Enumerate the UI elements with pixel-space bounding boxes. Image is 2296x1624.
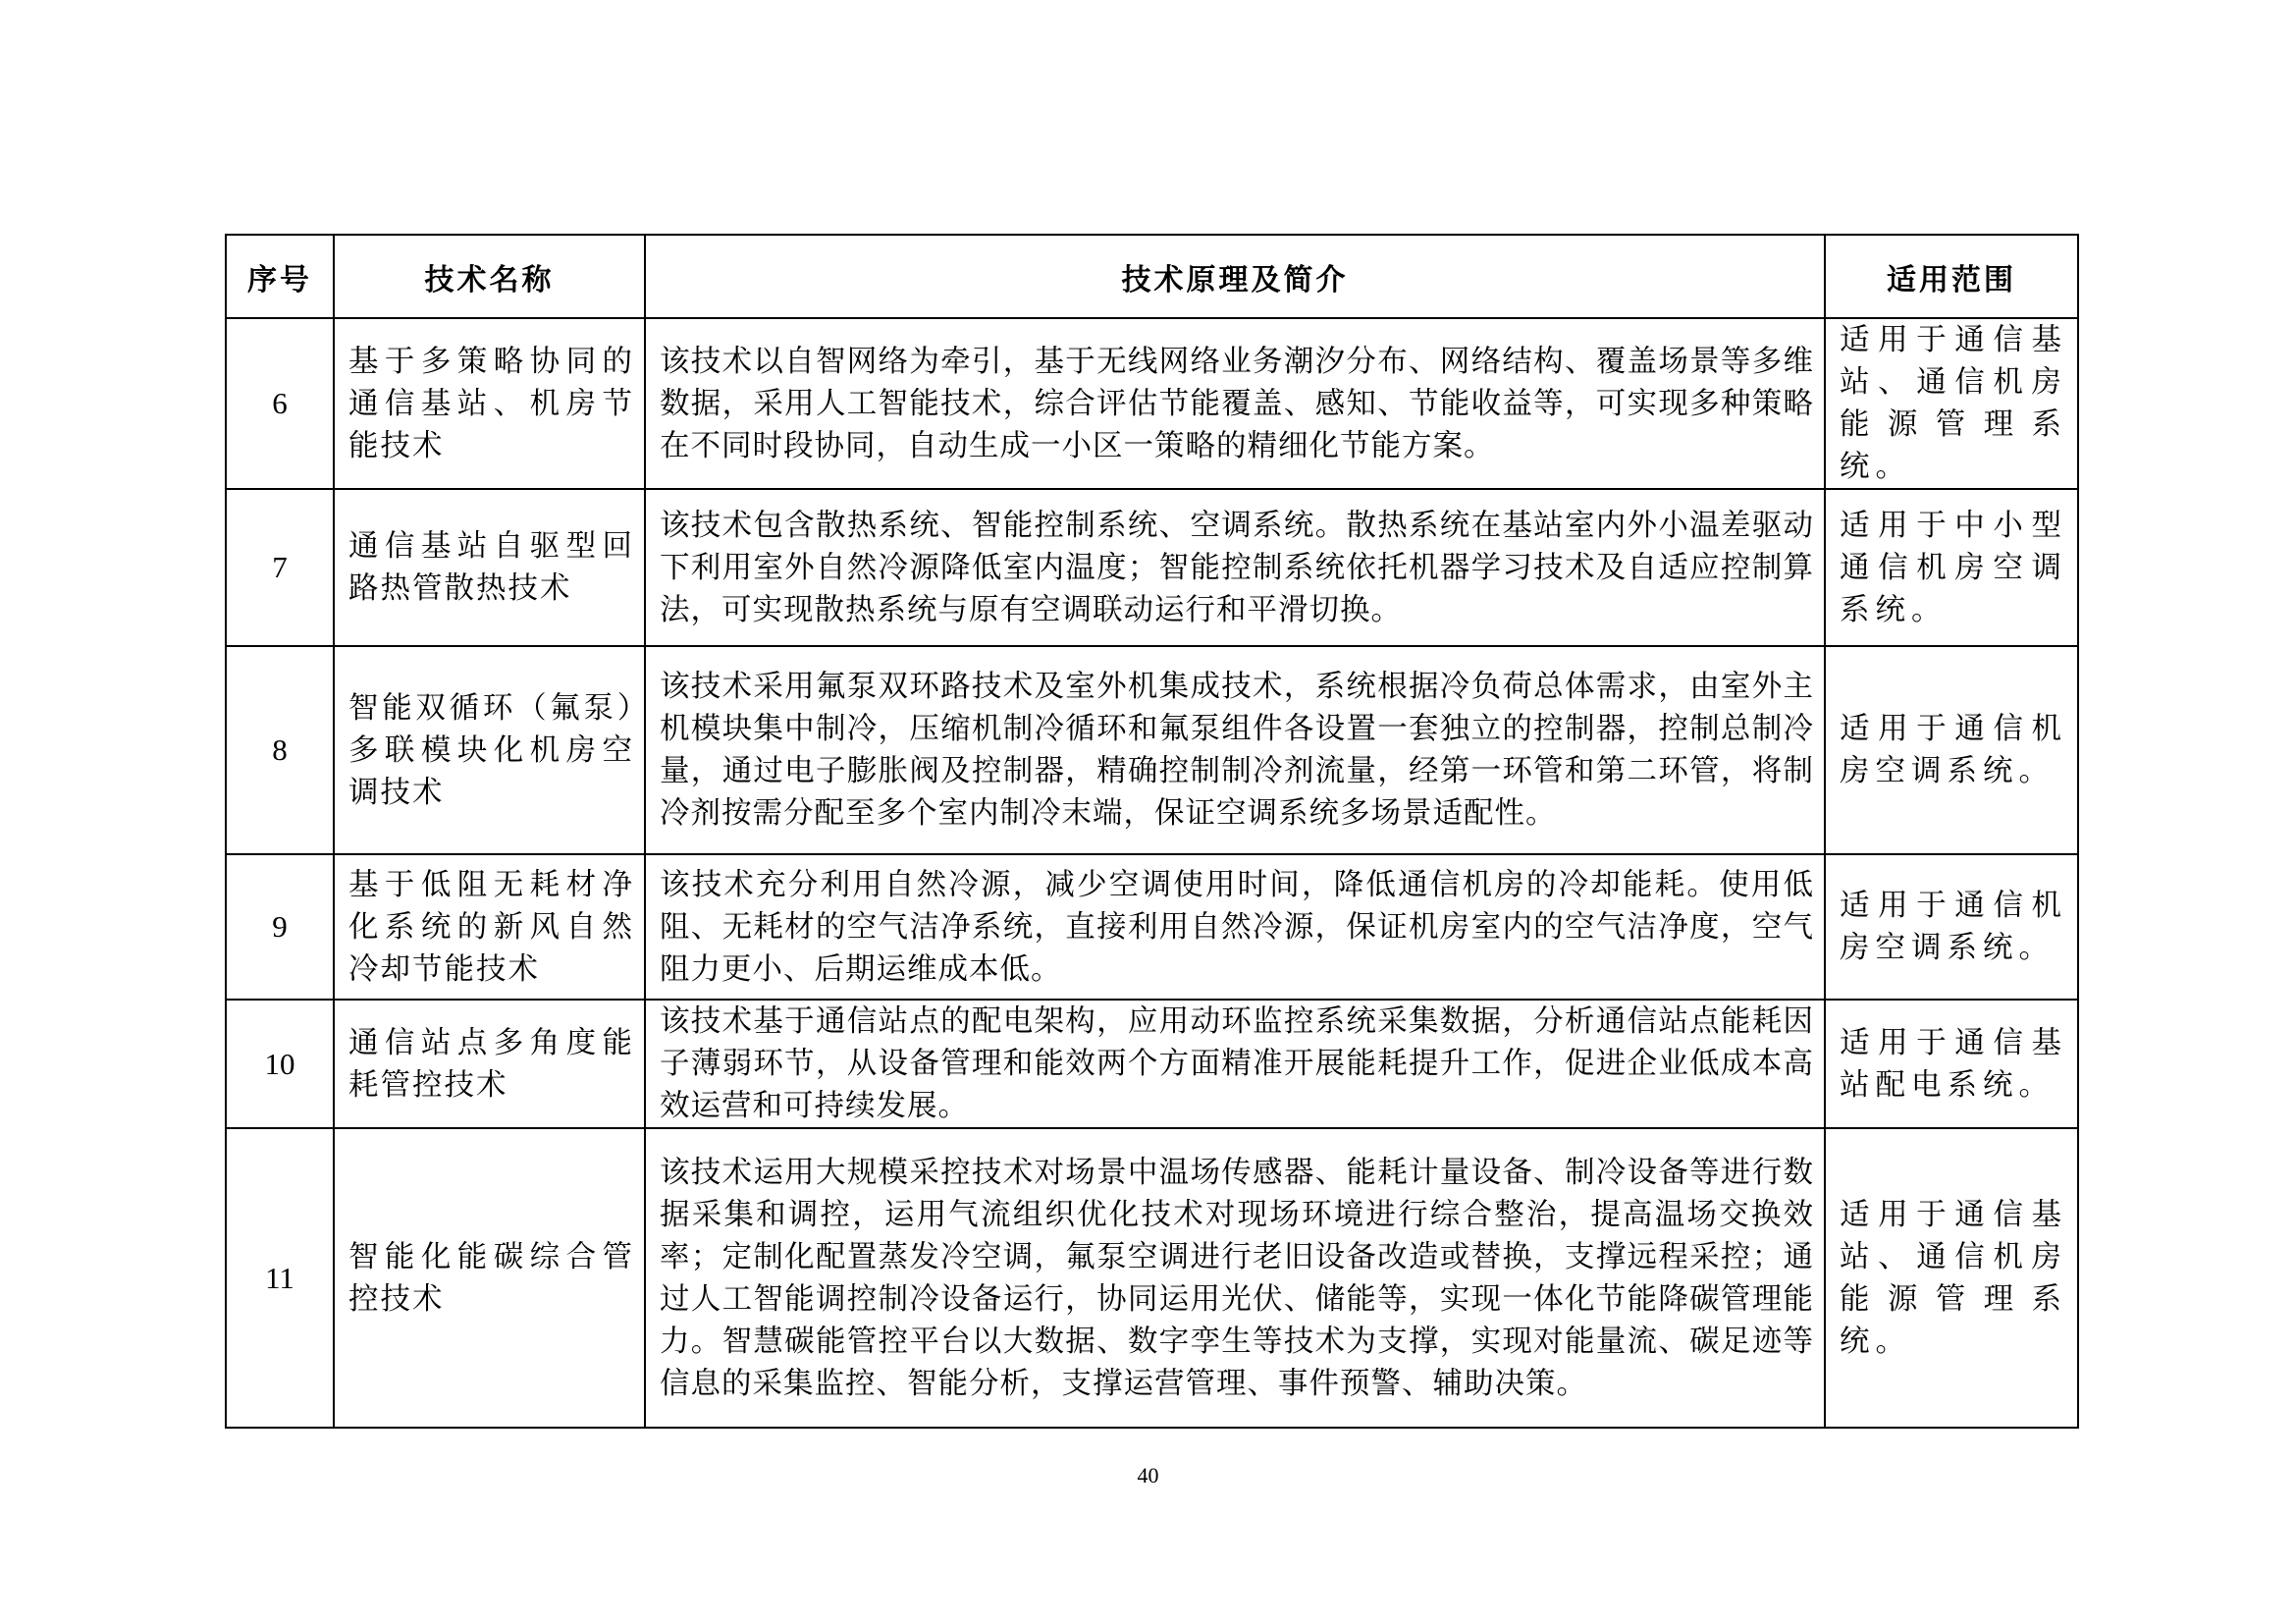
row-number: 9 <box>226 854 334 1000</box>
application-scope: 适用于通信机房空调系统。 <box>1825 854 2078 1000</box>
row-number: 10 <box>226 1000 334 1128</box>
application-scope: 适用于中小型通信机房空调系统。 <box>1825 489 2078 646</box>
row-number: 7 <box>226 489 334 646</box>
technology-name: 通信站点多角度能耗管控技术 <box>334 1000 645 1128</box>
table-row <box>226 1128 2078 1428</box>
application-scope: 适用于通信基站、通信机房能源管理系统。 <box>1825 318 2078 489</box>
technology-name: 智能双循环（氟泵）多联模块化机房空调技术 <box>334 646 645 854</box>
row-number: 11 <box>226 1128 334 1428</box>
technology-description: 该技术运用大规模采控技术对场景中温场传感器、能耗计量设备、制冷设备等进行数据采集和调控，运用气流组织优化技术对现场环境进行综合整治，提高温场交换效率；定制化配置蒸发冷空调，氟泵空调进行老旧设备改造或替换，支撑远程采控；通过人工智能调控制冷设备运行，协同运用光伏、储能等，实现一体化节能降碳管理能力。智慧碳能管控平台以大数据、数字孪生等技术为支撑，实现对能量流、碳足迹等信息的采集监控、智能分析，支撑运营管理、事件预警、辅助决策。 <box>645 1128 1825 1428</box>
technology-name: 通信基站自驱型回路热管散热技术 <box>334 489 645 646</box>
header-description: 技术原理及简介 <box>645 235 1825 318</box>
header-name: 技术名称 <box>334 235 645 318</box>
table-header-row <box>226 235 2078 318</box>
technology-description: 该技术基于通信站点的配电架构，应用动环监控系统采集数据，分析通信站点能耗因子薄弱环节，从设备管理和能效两个方面精准开展能耗提升工作，促进企业低成本高效运营和可持续发展。 <box>645 1000 1825 1128</box>
table-row <box>226 646 2078 854</box>
technology-name: 智能化能碳综合管控技术 <box>334 1128 645 1428</box>
row-number: 8 <box>226 646 334 854</box>
technology-name: 基于多策略协同的通信基站、机房节能技术 <box>334 318 645 489</box>
technology-description: 该技术以自智网络为牵引，基于无线网络业务潮汐分布、网络结构、覆盖场景等多维数据，采用人工智能技术，综合评估节能覆盖、感知、节能收益等，可实现多种策略在不同时段协同，自动生成一小区一策略的精细化节能方案。 <box>645 318 1825 489</box>
table-row <box>226 489 2078 646</box>
application-scope: 适用于通信基站、通信机房能源管理系统。 <box>1825 1128 2078 1428</box>
technology-description: 该技术充分利用自然冷源，减少空调使用时间，降低通信机房的冷却能耗。使用低阻、无耗材的空气洁净系统，直接利用自然冷源，保证机房室内的空气洁净度，空气阻力更小、后期运维成本低。 <box>645 854 1825 1000</box>
technology-description: 该技术包含散热系统、智能控制系统、空调系统。散热系统在基站室内外小温差驱动下利用室外自然冷源降低室内温度；智能控制系统依托机器学习技术及自适应控制算法，可实现散热系统与原有空调联动运行和平滑切换。 <box>645 489 1825 646</box>
technology-description: 该技术采用氟泵双环路技术及室外机集成技术，系统根据冷负荷总体需求，由室外主机模块集中制冷，压缩机制冷循环和氟泵组件各设置一套独立的控制器，控制总制冷量，通过电子膨胀阀及控制器，精确控制制冷剂流量，经第一环管和第二环管，将制冷剂按需分配至多个室内制冷末端，保证空调系统多场景适配性。 <box>645 646 1825 854</box>
page-number: 40 <box>1137 1463 1159 1488</box>
table-row <box>226 854 2078 1000</box>
technology-table <box>225 234 2079 1429</box>
table-row <box>226 318 2078 489</box>
row-number: 6 <box>226 318 334 489</box>
header-scope: 适用范围 <box>1825 235 2078 318</box>
technology-name: 基于低阻无耗材净化系统的新风自然冷却节能技术 <box>334 854 645 1000</box>
table-row <box>226 1000 2078 1128</box>
header-no: 序号 <box>226 235 334 318</box>
application-scope: 适用于通信基站配电系统。 <box>1825 1000 2078 1128</box>
application-scope: 适用于通信机房空调系统。 <box>1825 646 2078 854</box>
